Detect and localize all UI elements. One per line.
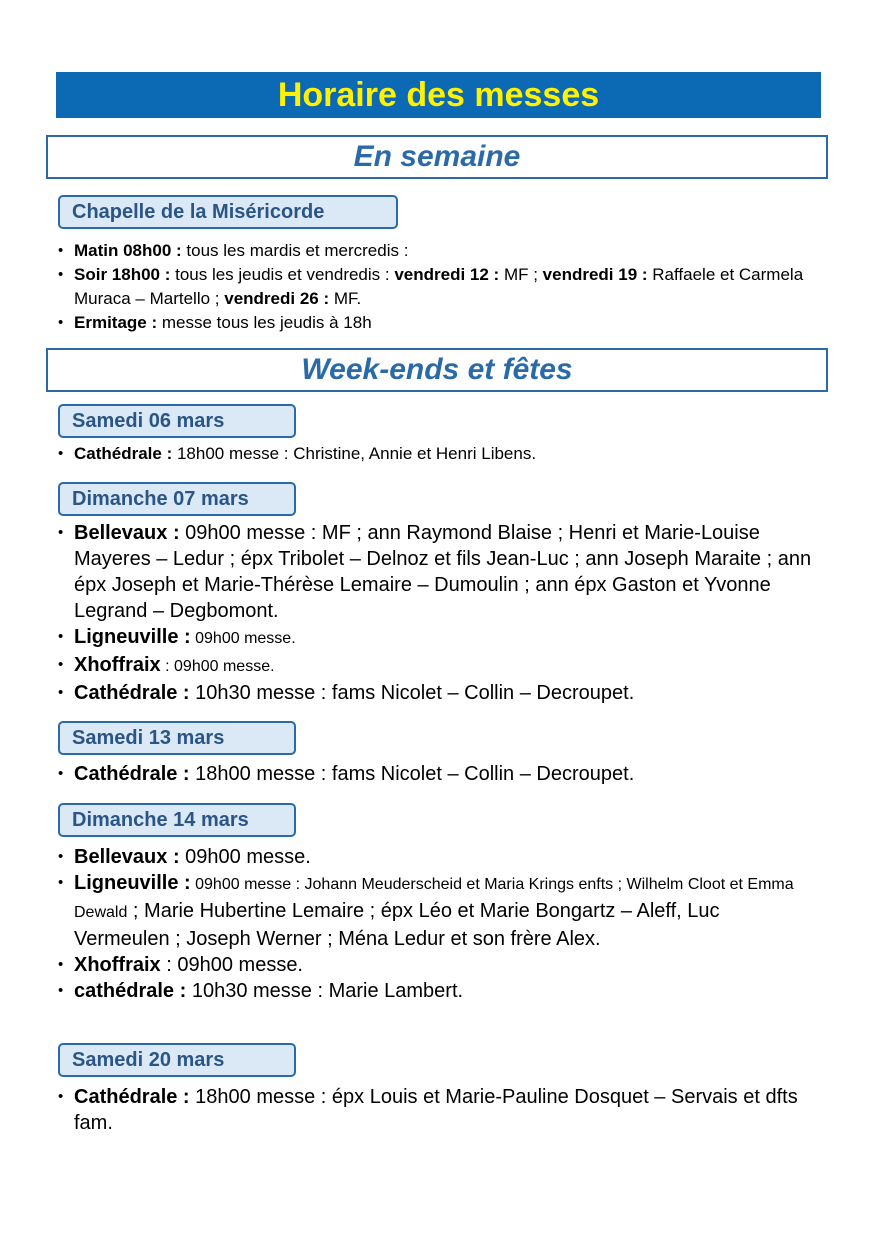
list-item: • Cathédrale : 10h30 messe : fams Nicolet – Collin – Decroupet. [56, 680, 816, 706]
day-list [56, 442, 816, 466]
list-item: • Cathédrale : 18h00 messe : Christine, Annie et Henri Libens. [56, 442, 816, 466]
date-label: Samedi 06 mars [58, 404, 296, 438]
list-item: • Matin 08h00 : tous les mardis et mercredis : [56, 239, 816, 263]
list-item: • Cathédrale : 18h00 messe : épx Louis et Marie-Pauline Dosquet – Servais et dfts fam. [56, 1084, 816, 1136]
list-item: • Soir 18h00 : tous les jeudis et vendredis : vendredi 12 : MF ; vendredi 19 : Raffaele et Carmela Muraca – Martello ; vendredi 26 : MF. [56, 263, 816, 311]
list-item: • Ligneuville : 09h00 messe : Johann Meuderscheid et Maria Krings enfts ; Wilhelm Cloot et Emma Dewald ; Marie Hubertine Lemaire ; épx Léo et Marie Bongartz – Aleff, Luc Vermeulen ; Joseph Werner ; Ména Ledur et son frère Alex. [56, 870, 816, 952]
date-label: Dimanche 07 mars [58, 482, 296, 516]
list-item: • Xhoffraix : 09h00 messe. [56, 952, 816, 978]
list-item: • Bellevaux : 09h00 messe : MF ; ann Raymond Blaise ; Henri et Marie-Louise Mayeres – Ledur ; épx Tribolet – Delnoz et fils Jean-Luc ; ann Joseph Maraite ; ann épx Joseph et Marie-Thérèse Lemaire – Dumoulin ; ann épx Gaston et Yvonne Legrand – Degbomont. [56, 520, 816, 624]
list-item: • Ermitage : messe tous les jeudis à 18h [56, 311, 816, 335]
day-list [56, 520, 816, 706]
section-heading-weekend: Week-ends et fêtes [46, 348, 828, 392]
list-item: • Xhoffraix : 09h00 messe. [56, 652, 816, 680]
list-item: • Bellevaux : 09h00 messe. [56, 844, 816, 870]
chapel-label: Chapelle de la Miséricorde [58, 195, 398, 229]
date-label: Samedi 20 mars [58, 1043, 296, 1077]
list-item: • Ligneuville : 09h00 messe. [56, 624, 816, 652]
section-heading-weekday: En semaine [46, 135, 828, 179]
list-item: • Cathédrale : 18h00 messe : fams Nicolet – Collin – Decroupet. [56, 761, 816, 787]
list-item: • cathédrale : 10h30 messe : Marie Lambert. [56, 978, 816, 1004]
day-list [56, 1084, 816, 1136]
date-label: Samedi 13 mars [58, 721, 296, 755]
date-label: Dimanche 14 mars [58, 803, 296, 837]
day-list [56, 844, 816, 1004]
page-title: Horaire des messes [56, 72, 821, 118]
weekday-list [56, 239, 816, 335]
day-list [56, 761, 816, 787]
